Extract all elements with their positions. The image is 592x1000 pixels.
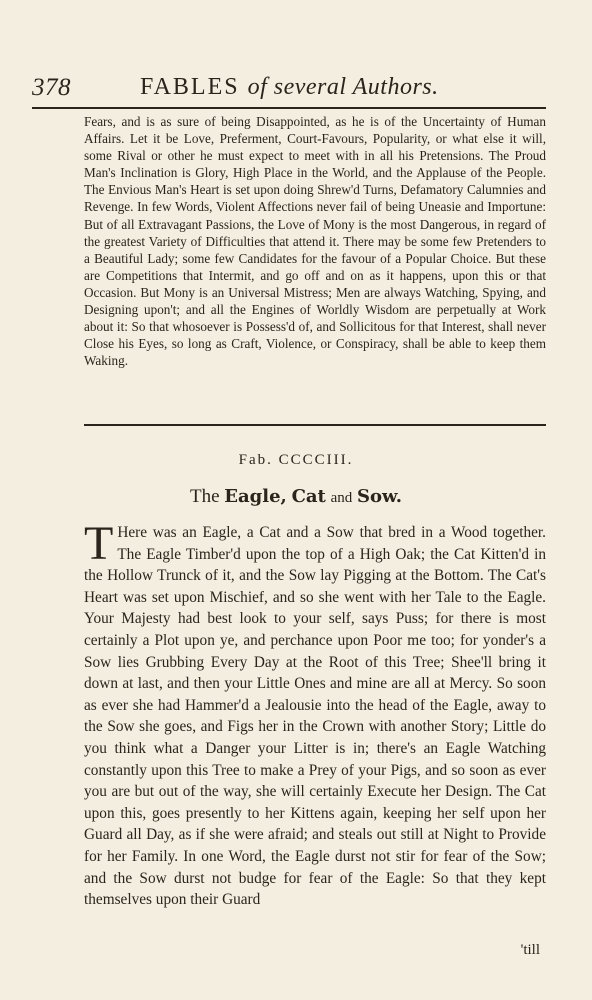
title-sow: Sow. [357,486,403,507]
title-the: The [189,486,220,507]
fable-number: Fab. CCCCIII. [238,452,354,468]
header-rule [32,107,546,109]
fable-paragraph: Here was an Eagle, a Cat and a Sow that bred in a Wood together. The Eagle Timber'd upon the top of a High Oak; the Cat Kitten'd in the Hollow Trunck of it, and the Sow lay Pigging at the Bottom. The Cat's Heart was set upon Mischief, and so she went with her Tale to the Eagle. Your Majesty had best look to your self, says Puss; for there is most certainly a Plot upon ye, and perchance upon Poor me too; for yonder's a Sow lies Grubbing Every Day at the Root of this Tree; Shee'll bring it down at last, and then your Little Ones and mine are all at Mercy. So soon as ever she had Hammer'd a Jealousie into the head of the Eagle, away to the Sow she goes, and Figs her in the Crown with another Story; Little do you think what a Danger your Litter is in; there's an Eagle Watching constantly upon this Tree to make a Prey of your Pigs, and so soon as ever you are but out of the way, she will certainly Execute her Design. The Cat upon this, goes presently to her Kittens again, keeping her self upon her Guard all Day, as if she were afraid; and steals out still at Night to Provide for her Family. In one Word, the Eagle durst not stir for fear of the Sow; and the Sow durst not budge for fear of the Eagle: So that they kept themselves upon their Guard [84,524,546,909]
fable-title [0,486,592,508]
previous-fable-text [84,113,546,369]
catchword: 'till [520,942,540,958]
previous-fable-paragraph: Fears, and is as sure of being Disappointed, as he is of the Uncertainty of Human Affairs. Let it be Love, Preferment, Court-Favours, Popularity, or what else it will, some Rival or other he must expect to meet with in all his Pretensions. The Proud Man's Inclination is Glory, High Place in the World, and the Applause of the People. The Envious Man's Heart is set upon doing Shrew'd Turns, Defamatory Calumnies and Revenge. In few Words, Violent Affections never fail of being Uneasie and Importune: But of all Extravagant Passions, the Love of Mony is the most Dangerous, in regard of the greatest Variety of Difficulties that attend it. There may be some few Pretenders to a Beautiful Lady; some few Candidates for the favour of a Popular Choice. But these are Competitions that Intermit, and go off and on as it happens, upon this or that Occasion. But Mony is an Universal Mistress; Men are always Watching, Spying, and Designing upon't; and all the Engines of Worldly Wisdom are perpetually at Work about it: So that whosoever is Possess'd of, and Sollicitous for that Interest, shall never Close his Eyes, so long as Craft, Violence, or Conspiracy, shall be able to keep them Waking. [84,114,546,369]
running-title-rest: of several Authors. [247,74,439,100]
running-title-main: FABLES [140,74,240,100]
title-eagle: Eagle, [224,486,287,507]
title-and: and [330,490,353,506]
section-divider [84,424,546,426]
page-header [32,74,546,110]
running-title [140,74,439,101]
fable-body [84,517,546,911]
title-cat: Cat [291,486,326,507]
drop-cap: T [84,517,114,570]
page-number: 378 [32,74,71,101]
